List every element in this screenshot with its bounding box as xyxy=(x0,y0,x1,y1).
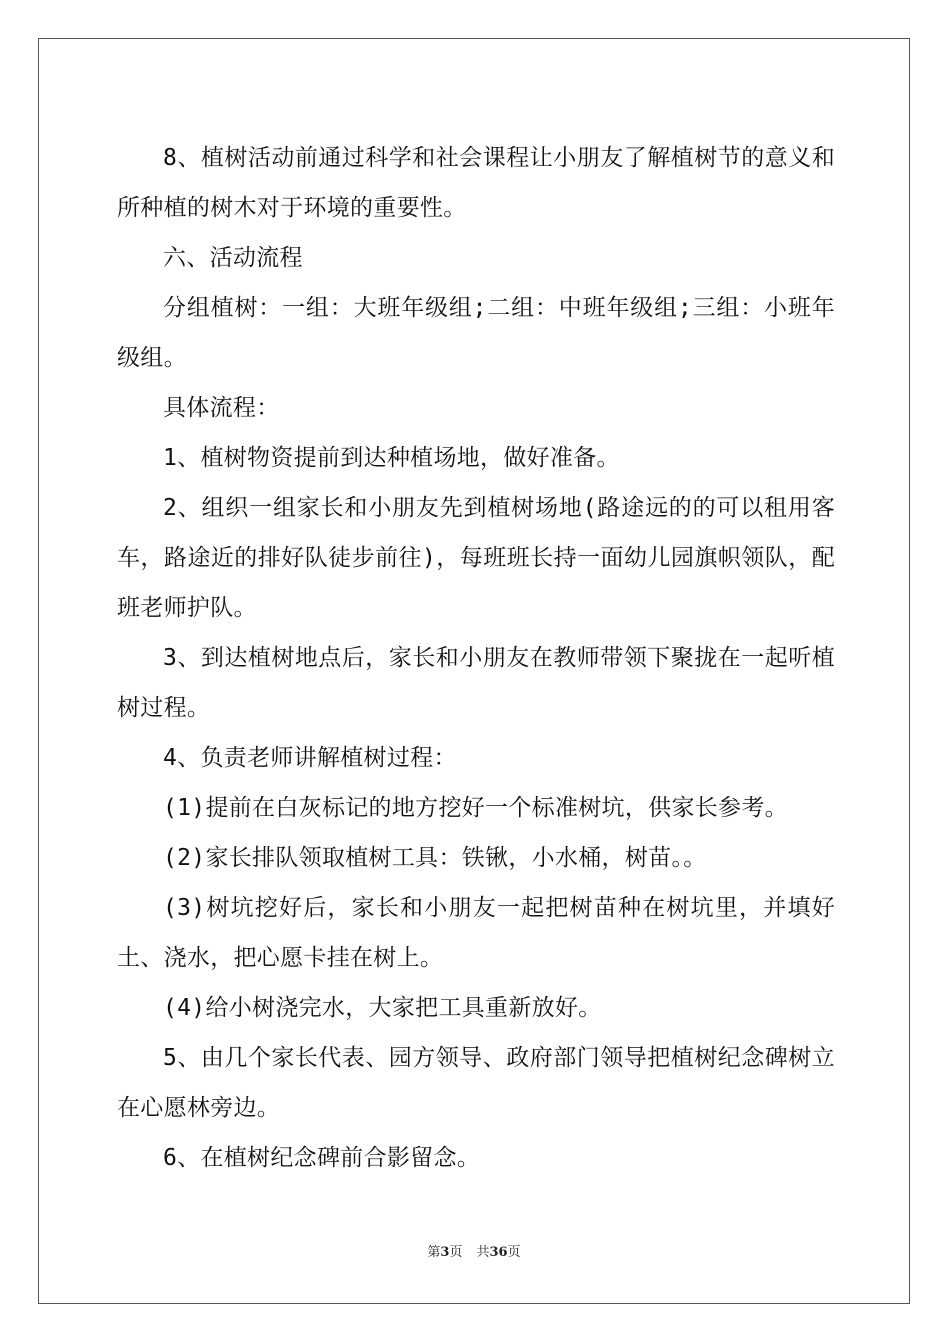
section-heading: 六、活动流程 xyxy=(163,245,303,271)
paragraph-5: 1、植树物资提前到达种植场地，做好准备。 xyxy=(163,445,620,471)
paragraph-12: (4)给小树浇完水，大家把工具重新放好。 xyxy=(163,995,602,1021)
paragraph-1: 8、植树活动前通过科学和社会课程让小朋友了解植树节的意义和所种植的树木对于环境的重要性。 xyxy=(117,145,835,221)
paragraph-9: (1)提前在白灰标记的地方挖好一个标准树坑，供家长参考。 xyxy=(163,795,788,821)
document-body xyxy=(117,133,835,1183)
paragraph-3: 分组植树：一组：大班年级组;二组：中班年级组;三组：小班年级组。 xyxy=(117,295,835,371)
total-suffix: 页 xyxy=(507,1245,521,1260)
paragraph-10: (2)家长排队领取植树工具：铁锹，小水桶，树苗。。 xyxy=(163,845,707,871)
paragraph-11: (3)树坑挖好后，家长和小朋友一起把树苗种在树坑里，并填好土、浇水，把心愿卡挂在树上。 xyxy=(117,895,835,971)
paragraph-8: 4、负责老师讲解植树过程： xyxy=(163,745,457,771)
paragraph-4: 具体流程： xyxy=(163,395,280,421)
page-footer xyxy=(39,1243,909,1263)
paragraph-7: 3、到达植树地点后，家长和小朋友在教师带领下聚拢在一起听植树过程。 xyxy=(117,645,835,721)
document-page xyxy=(38,38,910,1304)
page-prefix: 第 xyxy=(427,1245,441,1260)
total-prefix: 共 xyxy=(476,1245,490,1260)
page-suffix: 页 xyxy=(449,1245,463,1260)
total-pages: 36 xyxy=(489,1245,508,1260)
paragraph-6: 2、组织一组家长和小朋友先到植树场地(路途远的的可以租用客车，路途近的排好队徒步前往)，每班班长持一面幼儿园旗帜领队，配班老师护队。 xyxy=(117,495,835,621)
paragraph-13: 5、由几个家长代表、园方领导、政府部门领导把植树纪念碑树立在心愿林旁边。 xyxy=(117,1045,835,1121)
paragraph-14: 6、在植树纪念碑前合影留念。 xyxy=(163,1145,481,1171)
page-number: 3 xyxy=(440,1245,450,1260)
